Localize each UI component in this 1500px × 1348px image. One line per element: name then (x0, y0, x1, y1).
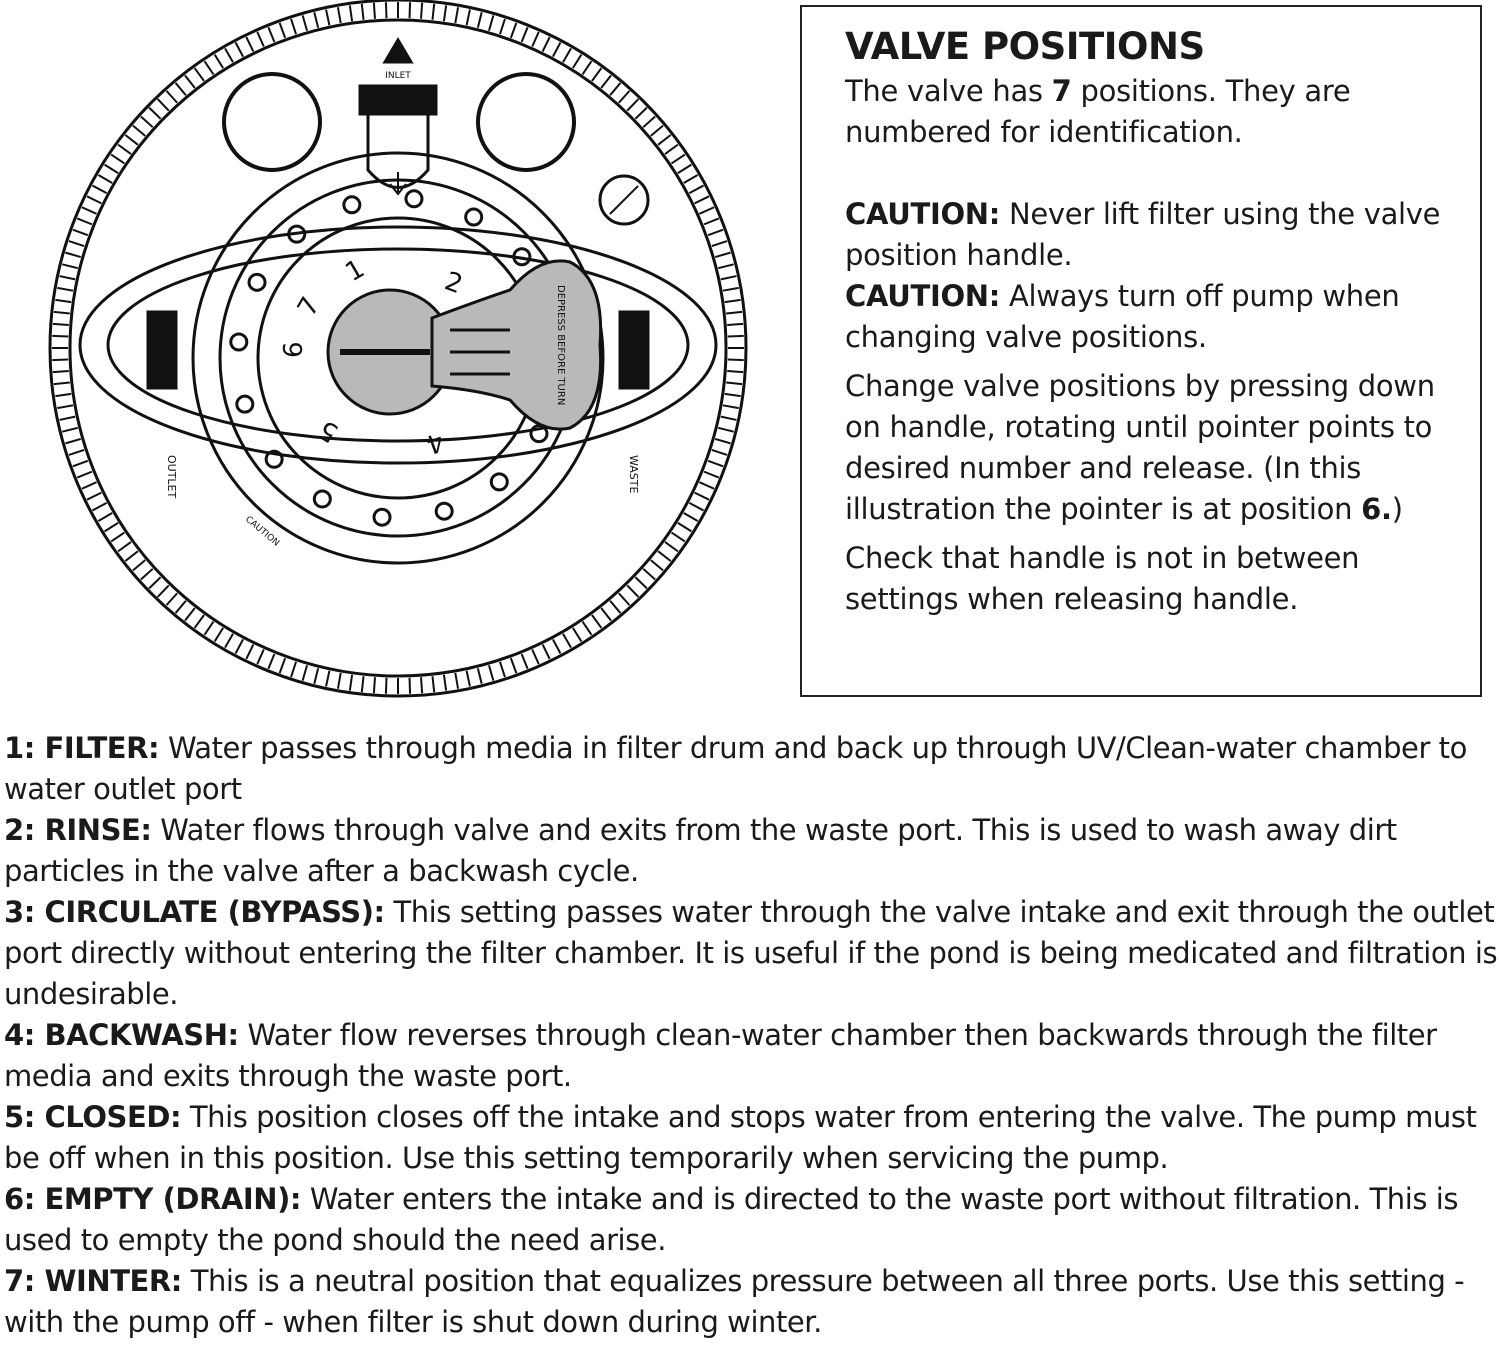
position-6: 6: EMPTY (DRAIN): Water enters the intake and is directed to the waste port without filtration. This is used to empty the pond should the need arise. (4, 1182, 1459, 1257)
position-5: 5: CLOSED: This position closes off the intake and stops water from entering the valve. The pump must be off when in this position. Use this setting temporarily when servicing the pump. (4, 1100, 1477, 1175)
change-instructions: Change valve positions by pressing down on handle, rotating until pointer points to desired number and release. (In this illustration the pointer is at position 6.) (845, 369, 1435, 526)
dial-number-6: 6 (279, 341, 309, 358)
dial-bolt (466, 209, 482, 225)
caution-label: CAUTION (243, 514, 281, 549)
outlet-label: OUTLET (165, 455, 178, 499)
dial-bolt (436, 503, 452, 519)
position-4: 4: BACKWASH: Water flow reverses through clean-water chamber then backwards through the filter media and exits through the waste port. (4, 1018, 1437, 1093)
check-note: Check that handle is not in between settings when releasing handle. (845, 541, 1360, 616)
dial-number-4: 4 (422, 425, 448, 460)
dial-bolt (231, 334, 247, 350)
waste-label: WASTE (627, 455, 640, 494)
caution-pump: CAUTION: Always turn off pump when changing valve positions. (845, 279, 1400, 354)
position-descriptions (4, 728, 1498, 1343)
handle-text: DEPRESS BEFORE TURN (555, 285, 566, 406)
box-title: VALVE POSITIONS (845, 25, 1205, 68)
inlet-arrow-icon (390, 172, 406, 194)
position-3: 3: CIRCULATE (BYPASS): This setting passes water through the valve intake and exit through the outlet port directly without entering the filter chamber. It is useful if the pond is being medicated and filtration is undesirable. (4, 895, 1498, 1011)
dial-bolt (406, 191, 422, 207)
dial-number-1: 1 (340, 253, 370, 289)
outlet-port (148, 312, 176, 388)
port-ring-left (224, 74, 320, 170)
dial-bolt (314, 491, 330, 507)
position-7: 7: WINTER: This is a neutral position that equalizes pressure between all three ports. Use this setting - with the pump off - when filter is shut down during winter. (4, 1264, 1465, 1339)
valve-positions-box (800, 5, 1482, 697)
waste-port (620, 312, 648, 388)
position-1: 1: FILTER: Water passes through media in filter drum and back up through UV/Clean-water chamber to water outlet port (4, 731, 1467, 806)
dial-bolt (344, 197, 360, 213)
inlet-cap (360, 86, 436, 114)
up-arrow-icon (385, 40, 411, 62)
port-ring-right (478, 74, 574, 170)
dial-bolt (374, 509, 390, 525)
position-2: 2: RINSE: Water flows through valve and exits from the waste port. This is used to wash away dirt particles in the valve after a backwash cycle. (4, 813, 1397, 888)
intro-text: The valve has 7 positions. They are numbered for identification. (845, 74, 1351, 149)
dial-number-5: 5 (314, 413, 344, 448)
dial-number-2: 2 (440, 266, 467, 301)
valve-lid-diagram (40, 0, 760, 710)
dial-bolt (491, 474, 507, 490)
dial-bolt (249, 274, 265, 290)
dial-bolt (237, 396, 253, 412)
dial-number-7: 7 (292, 292, 327, 322)
caution-handle: CAUTION: Never lift filter using the valve position handle. (845, 197, 1441, 272)
inlet-label: INLET (385, 71, 411, 81)
